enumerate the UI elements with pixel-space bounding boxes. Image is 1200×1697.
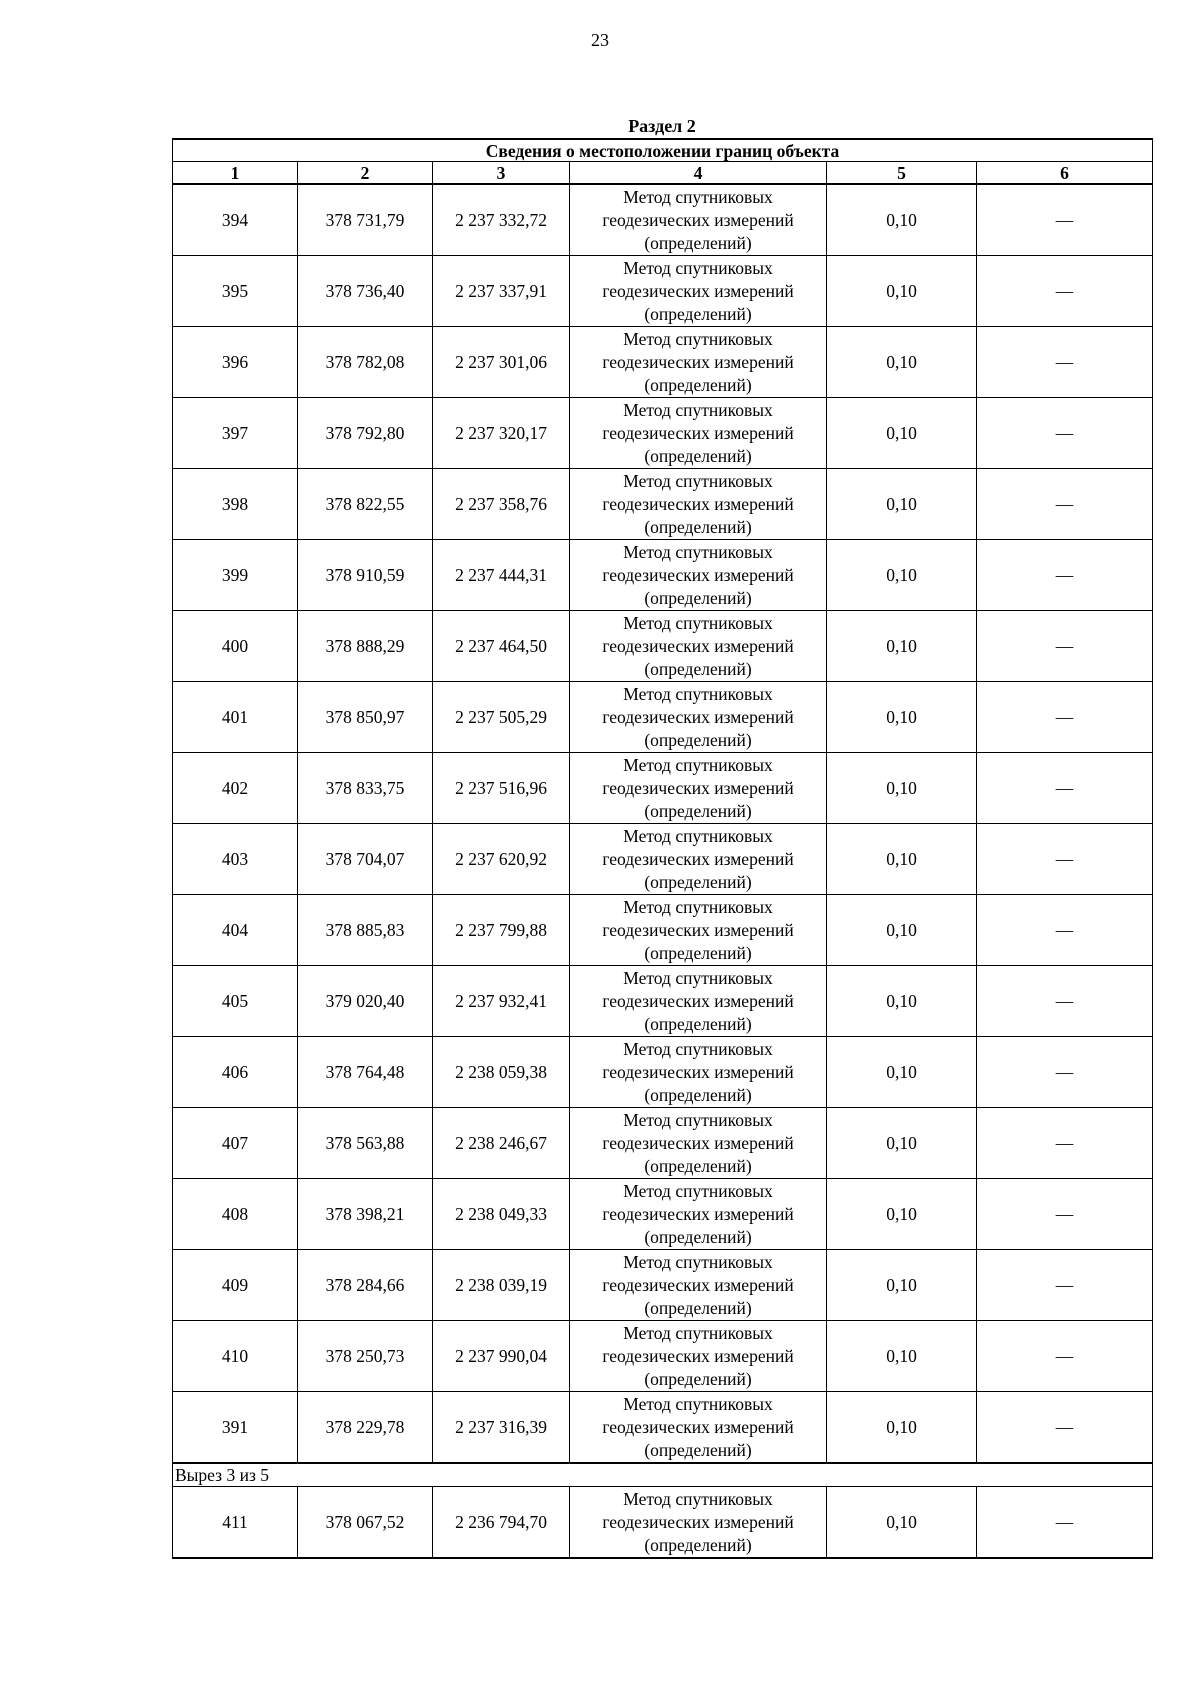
- method-text-line: (определений): [644, 232, 752, 253]
- error-cell: 0,10: [827, 469, 977, 540]
- y-coordinate-cell: 2 237 332,72: [433, 184, 570, 256]
- y-coordinate-cell: 2 237 301,06: [433, 327, 570, 398]
- x-coordinate-cell: 378 833,75: [298, 753, 433, 824]
- point-number-cell: 404: [173, 895, 298, 966]
- error-cell: 0,10: [827, 611, 977, 682]
- method-cell: [570, 1487, 827, 1559]
- table-row: [173, 1037, 1153, 1108]
- point-number-cell: 410: [173, 1321, 298, 1392]
- point-number-cell: 394: [173, 184, 298, 256]
- note-cell: —: [977, 1037, 1153, 1108]
- note-cell: —: [977, 540, 1153, 611]
- point-number-cell: 406: [173, 1037, 298, 1108]
- x-coordinate-cell: 378 398,21: [298, 1179, 433, 1250]
- note-cell: —: [977, 824, 1153, 895]
- method-text-line: геодезических измерений: [602, 493, 794, 514]
- point-number-cell: 391: [173, 1392, 298, 1464]
- method-text-line: Метод спутниковых: [623, 1393, 773, 1414]
- error-cell: 0,10: [827, 1392, 977, 1464]
- method-text-line: Метод спутниковых: [623, 541, 773, 562]
- method-text-line: геодезических измерений: [602, 1203, 794, 1224]
- method-cell: [570, 611, 827, 682]
- coordinates-table: [172, 138, 1153, 1559]
- y-coordinate-cell: 2 237 358,76: [433, 469, 570, 540]
- method-text-line: (определений): [644, 1013, 752, 1034]
- error-cell: 0,10: [827, 824, 977, 895]
- method-cell: [570, 256, 827, 327]
- method-text-line: Метод спутниковых: [623, 967, 773, 988]
- table-row: [173, 1392, 1153, 1464]
- error-cell: 0,10: [827, 1037, 977, 1108]
- table-row: [173, 469, 1153, 540]
- method-text-line: Метод спутниковых: [623, 1038, 773, 1059]
- method-text-line: (определений): [644, 942, 752, 963]
- x-coordinate-cell: 378 704,07: [298, 824, 433, 895]
- method-text-line: Метод спутниковых: [623, 1322, 773, 1343]
- note-cell: —: [977, 398, 1153, 469]
- table-row: [173, 1108, 1153, 1179]
- method-cell: [570, 1108, 827, 1179]
- method-text-line: (определений): [644, 729, 752, 750]
- method-text-line: Метод спутниковых: [623, 186, 773, 207]
- x-coordinate-cell: 378 284,66: [298, 1250, 433, 1321]
- method-text-line: геодезических измерений: [602, 280, 794, 301]
- point-number-cell: 411: [173, 1487, 298, 1559]
- table-row: [173, 1321, 1153, 1392]
- method-text-line: геодезических измерений: [602, 564, 794, 585]
- method-text-line: (определений): [644, 374, 752, 395]
- error-cell: 0,10: [827, 1487, 977, 1559]
- method-text-line: геодезических измерений: [602, 1274, 794, 1295]
- note-cell: —: [977, 682, 1153, 753]
- error-cell: 0,10: [827, 966, 977, 1037]
- x-coordinate-cell: 378 792,80: [298, 398, 433, 469]
- method-text-line: (определений): [644, 1155, 752, 1176]
- point-number-cell: 405: [173, 966, 298, 1037]
- method-text-line: геодезических измерений: [602, 1132, 794, 1153]
- cut-label: Вырез 3 из 5: [173, 1463, 1153, 1487]
- method-cell: [570, 895, 827, 966]
- error-cell: 0,10: [827, 682, 977, 753]
- column-number: 4: [570, 162, 827, 185]
- y-coordinate-cell: 2 237 444,31: [433, 540, 570, 611]
- x-coordinate-cell: 378 563,88: [298, 1108, 433, 1179]
- y-coordinate-cell: 2 237 316,39: [433, 1392, 570, 1464]
- note-cell: —: [977, 1392, 1153, 1464]
- x-coordinate-cell: 378 731,79: [298, 184, 433, 256]
- column-number: 3: [433, 162, 570, 185]
- point-number-cell: 408: [173, 1179, 298, 1250]
- method-cell: [570, 682, 827, 753]
- y-coordinate-cell: 2 236 794,70: [433, 1487, 570, 1559]
- y-coordinate-cell: 2 237 505,29: [433, 682, 570, 753]
- x-coordinate-cell: 378 229,78: [298, 1392, 433, 1464]
- note-cell: —: [977, 327, 1153, 398]
- x-coordinate-cell: 379 020,40: [298, 966, 433, 1037]
- table-row: [173, 327, 1153, 398]
- point-number-cell: 397: [173, 398, 298, 469]
- y-coordinate-cell: 2 237 620,92: [433, 824, 570, 895]
- x-coordinate-cell: 378 736,40: [298, 256, 433, 327]
- note-cell: —: [977, 256, 1153, 327]
- note-cell: —: [977, 1108, 1153, 1179]
- point-number-cell: 399: [173, 540, 298, 611]
- method-text-line: геодезических измерений: [602, 1511, 794, 1532]
- method-text-line: Метод спутниковых: [623, 399, 773, 420]
- method-cell: [570, 1321, 827, 1392]
- method-text-line: Метод спутниковых: [623, 1180, 773, 1201]
- method-text-line: (определений): [644, 445, 752, 466]
- table-row: [173, 682, 1153, 753]
- y-coordinate-cell: 2 237 516,96: [433, 753, 570, 824]
- method-cell: [570, 184, 827, 256]
- section-title: Раздел 2: [628, 116, 696, 136]
- note-cell: —: [977, 966, 1153, 1037]
- method-text-line: Метод спутниковых: [623, 1251, 773, 1272]
- error-cell: 0,10: [827, 398, 977, 469]
- method-cell: [570, 469, 827, 540]
- x-coordinate-cell: 378 888,29: [298, 611, 433, 682]
- method-text-line: Метод спутниковых: [623, 825, 773, 846]
- table-row: [173, 398, 1153, 469]
- x-coordinate-cell: 378 822,55: [298, 469, 433, 540]
- method-text-line: Метод спутниковых: [623, 896, 773, 917]
- note-cell: —: [977, 1250, 1153, 1321]
- x-coordinate-cell: 378 067,52: [298, 1487, 433, 1559]
- column-number: 6: [977, 162, 1153, 185]
- method-text-line: (определений): [644, 303, 752, 324]
- table-row: [173, 1487, 1153, 1559]
- y-coordinate-cell: 2 237 337,91: [433, 256, 570, 327]
- method-text-line: Метод спутниковых: [623, 1109, 773, 1130]
- method-cell: [570, 824, 827, 895]
- error-cell: 0,10: [827, 256, 977, 327]
- page-number: 23: [591, 30, 609, 50]
- method-text-line: Метод спутниковых: [623, 612, 773, 633]
- y-coordinate-cell: 2 238 059,38: [433, 1037, 570, 1108]
- method-text-line: (определений): [644, 516, 752, 537]
- method-text-line: (определений): [644, 1226, 752, 1247]
- method-text-line: геодезических измерений: [602, 919, 794, 940]
- y-coordinate-cell: 2 238 039,19: [433, 1250, 570, 1321]
- point-number-cell: 398: [173, 469, 298, 540]
- table-body: [173, 184, 1153, 1558]
- note-cell: —: [977, 895, 1153, 966]
- point-number-cell: 395: [173, 256, 298, 327]
- column-number: 2: [298, 162, 433, 185]
- y-coordinate-cell: 2 237 932,41: [433, 966, 570, 1037]
- method-text-line: Метод спутниковых: [623, 754, 773, 775]
- method-cell: [570, 398, 827, 469]
- error-cell: 0,10: [827, 327, 977, 398]
- point-number-cell: 402: [173, 753, 298, 824]
- method-cell: [570, 753, 827, 824]
- point-number-cell: 396: [173, 327, 298, 398]
- method-text-line: (определений): [644, 1084, 752, 1105]
- table-row: [173, 1179, 1153, 1250]
- method-text-line: Метод спутниковых: [623, 470, 773, 491]
- point-number-cell: 409: [173, 1250, 298, 1321]
- method-text-line: (определений): [644, 1439, 752, 1460]
- note-cell: —: [977, 1179, 1153, 1250]
- error-cell: 0,10: [827, 753, 977, 824]
- note-cell: —: [977, 611, 1153, 682]
- table-row: [173, 611, 1153, 682]
- method-cell: [570, 1250, 827, 1321]
- method-text-line: (определений): [644, 587, 752, 608]
- method-text-line: Метод спутниковых: [623, 683, 773, 704]
- method-text-line: геодезических измерений: [602, 706, 794, 727]
- method-text-line: (определений): [644, 1534, 752, 1555]
- note-cell: —: [977, 1487, 1153, 1559]
- table-row: [173, 1250, 1153, 1321]
- method-cell: [570, 540, 827, 611]
- x-coordinate-cell: 378 782,08: [298, 327, 433, 398]
- error-cell: 0,10: [827, 1179, 977, 1250]
- method-text-line: (определений): [644, 1297, 752, 1318]
- note-cell: —: [977, 1321, 1153, 1392]
- table-row: [173, 824, 1153, 895]
- method-text-line: геодезических измерений: [602, 1061, 794, 1082]
- method-text-line: геодезических измерений: [602, 777, 794, 798]
- point-number-cell: 401: [173, 682, 298, 753]
- y-coordinate-cell: 2 238 246,67: [433, 1108, 570, 1179]
- table-caption: Сведения о местоположении границ объекта: [173, 139, 1153, 162]
- method-text-line: геодезических измерений: [602, 848, 794, 869]
- method-cell: [570, 1037, 827, 1108]
- method-text-line: геодезических измерений: [602, 351, 794, 372]
- note-cell: —: [977, 753, 1153, 824]
- method-text-line: геодезических измерений: [602, 635, 794, 656]
- column-number-row: [173, 162, 1153, 185]
- error-cell: 0,10: [827, 895, 977, 966]
- method-text-line: геодезических измерений: [602, 1416, 794, 1437]
- x-coordinate-cell: 378 850,97: [298, 682, 433, 753]
- y-coordinate-cell: 2 238 049,33: [433, 1179, 570, 1250]
- method-text-line: (определений): [644, 658, 752, 679]
- y-coordinate-cell: 2 237 990,04: [433, 1321, 570, 1392]
- method-text-line: Метод спутниковых: [623, 328, 773, 349]
- table-row: [173, 966, 1153, 1037]
- method-text-line: Метод спутниковых: [623, 1488, 773, 1509]
- method-cell: [570, 327, 827, 398]
- column-number: 5: [827, 162, 977, 185]
- error-cell: 0,10: [827, 1108, 977, 1179]
- method-text-line: Метод спутниковых: [623, 257, 773, 278]
- y-coordinate-cell: 2 237 799,88: [433, 895, 570, 966]
- error-cell: 0,10: [827, 184, 977, 256]
- method-text-line: (определений): [644, 800, 752, 821]
- method-text-line: геодезических измерений: [602, 209, 794, 230]
- x-coordinate-cell: 378 885,83: [298, 895, 433, 966]
- table-row: [173, 540, 1153, 611]
- cut-label-row: [173, 1463, 1153, 1487]
- point-number-cell: 407: [173, 1108, 298, 1179]
- note-cell: —: [977, 184, 1153, 256]
- method-text-line: геодезических измерений: [602, 422, 794, 443]
- error-cell: 0,10: [827, 1321, 977, 1392]
- method-cell: [570, 1179, 827, 1250]
- method-text-line: (определений): [644, 871, 752, 892]
- method-text-line: геодезических измерений: [602, 990, 794, 1011]
- note-cell: —: [977, 469, 1153, 540]
- y-coordinate-cell: 2 237 320,17: [433, 398, 570, 469]
- method-cell: [570, 966, 827, 1037]
- table-row: [173, 753, 1153, 824]
- method-text-line: (определений): [644, 1368, 752, 1389]
- table-row: [173, 256, 1153, 327]
- table-row: [173, 895, 1153, 966]
- point-number-cell: 403: [173, 824, 298, 895]
- x-coordinate-cell: 378 910,59: [298, 540, 433, 611]
- error-cell: 0,10: [827, 1250, 977, 1321]
- column-number: 1: [173, 162, 298, 185]
- y-coordinate-cell: 2 237 464,50: [433, 611, 570, 682]
- x-coordinate-cell: 378 250,73: [298, 1321, 433, 1392]
- point-number-cell: 400: [173, 611, 298, 682]
- method-text-line: геодезических измерений: [602, 1345, 794, 1366]
- method-cell: [570, 1392, 827, 1464]
- table-row: [173, 184, 1153, 256]
- error-cell: 0,10: [827, 540, 977, 611]
- x-coordinate-cell: 378 764,48: [298, 1037, 433, 1108]
